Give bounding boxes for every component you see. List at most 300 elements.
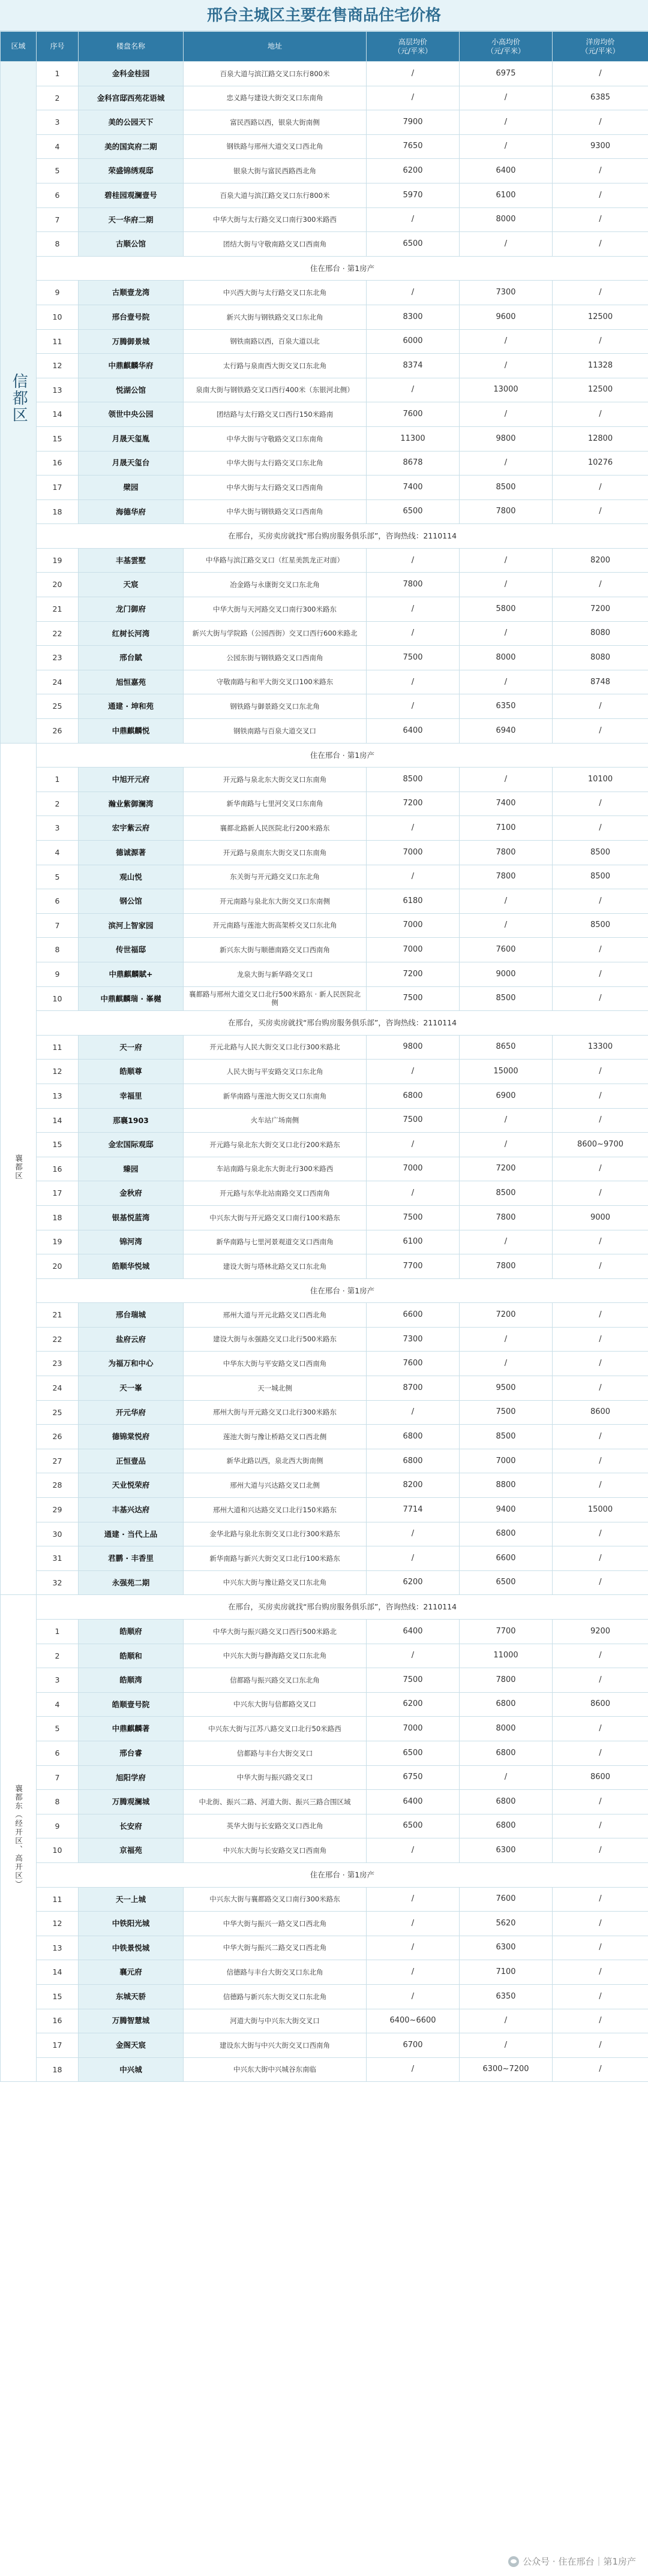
mid-rise-price-cell: 9600 bbox=[460, 305, 553, 329]
address-cell: 新兴大街与学院路（公园西街）交叉口西行600米路北 bbox=[184, 621, 367, 646]
seq-cell: 11 bbox=[37, 1887, 79, 1912]
project-name-cell: 中鼎麒麟瑞 · 峯樾 bbox=[79, 986, 184, 1011]
table-row bbox=[1, 1084, 648, 1108]
seq-cell: 4 bbox=[37, 134, 79, 159]
villa-price-cell: / bbox=[553, 2033, 648, 2058]
subheader-row bbox=[1, 256, 648, 281]
mid-rise-price-cell: / bbox=[460, 329, 553, 354]
villa-price-cell: / bbox=[553, 1376, 648, 1401]
villa-price-cell: / bbox=[553, 1327, 648, 1352]
seq-cell: 3 bbox=[37, 110, 79, 135]
villa-price-cell: / bbox=[553, 2057, 648, 2082]
villa-price-cell: / bbox=[553, 1936, 648, 1960]
project-name-cell: 银基悦蓝湾 bbox=[79, 1205, 184, 1230]
mid-rise-price-cell: 7600 bbox=[460, 1887, 553, 1912]
villa-price-cell: / bbox=[553, 329, 648, 354]
project-name-cell: 金宏国际观邸 bbox=[79, 1133, 184, 1157]
high-rise-price-cell: 6200 bbox=[367, 1692, 460, 1717]
table-body bbox=[1, 62, 648, 2082]
mid-rise-price-cell: 7300 bbox=[460, 281, 553, 305]
table-row bbox=[1, 1984, 648, 2009]
table-row bbox=[1, 573, 648, 597]
table-row bbox=[1, 1327, 648, 1352]
high-rise-price-cell: 6800 bbox=[367, 1084, 460, 1108]
project-name-cell: 月晟天玺台 bbox=[79, 451, 184, 476]
address-cell: 公园东街与钢铁路交叉口西南角 bbox=[184, 646, 367, 670]
high-rise-price-cell: / bbox=[367, 62, 460, 86]
villa-price-cell: / bbox=[553, 719, 648, 744]
address-cell: 河道大街与中兴东大街交叉口 bbox=[184, 2009, 367, 2033]
high-rise-price-cell: 7200 bbox=[367, 962, 460, 986]
table-row bbox=[1, 1157, 648, 1181]
address-cell: 百泉大道与滨江路交叉口东行800米 bbox=[184, 62, 367, 86]
seq-cell: 28 bbox=[37, 1473, 79, 1498]
seq-cell: 19 bbox=[37, 1230, 79, 1254]
address-cell: 中兴东大街与信都路交叉口 bbox=[184, 1692, 367, 1717]
villa-price-cell: 8748 bbox=[553, 670, 648, 694]
mid-rise-price-cell: 7800 bbox=[460, 865, 553, 889]
seq-cell: 7 bbox=[37, 207, 79, 232]
villa-price-cell: 10100 bbox=[553, 768, 648, 792]
project-name-cell: 正恒壹品 bbox=[79, 1449, 184, 1473]
high-rise-price-cell: / bbox=[367, 281, 460, 305]
address-cell: 新华南路与莲池大街交叉口东南角 bbox=[184, 1084, 367, 1108]
seq-cell: 8 bbox=[37, 232, 79, 257]
villa-price-cell: / bbox=[553, 1887, 648, 1912]
project-name-cell: 中鼎麒麟著 bbox=[79, 1717, 184, 1741]
address-cell: 邢州大街与开元路交叉口北行300米路东 bbox=[184, 1400, 367, 1425]
project-name-cell: 天一峯 bbox=[79, 1376, 184, 1401]
seq-cell: 9 bbox=[37, 962, 79, 986]
address-cell: 中华大街与钢铁路交叉口西南角 bbox=[184, 499, 367, 524]
subheader-row bbox=[1, 1278, 648, 1303]
villa-price-cell: 8500 bbox=[553, 913, 648, 938]
mid-rise-price-cell: 7800 bbox=[460, 1254, 553, 1279]
address-cell: 中华东大街与平安路交叉口西南角 bbox=[184, 1352, 367, 1376]
high-rise-price-cell: 6700 bbox=[367, 2033, 460, 2058]
villa-price-cell: / bbox=[553, 1546, 648, 1571]
table-row bbox=[1, 1644, 648, 1668]
villa-price-cell: / bbox=[553, 938, 648, 962]
address-cell: 中兴东大街与开元路交叉口南行100米路东 bbox=[184, 1205, 367, 1230]
seq-cell: 11 bbox=[37, 1035, 79, 1060]
high-rise-price-cell: 11300 bbox=[367, 426, 460, 451]
high-rise-price-cell: / bbox=[367, 694, 460, 719]
address-cell: 中华大街与振兴一路交叉口西北角 bbox=[184, 1912, 367, 1936]
table-row bbox=[1, 499, 648, 524]
project-name-cell: 美的公园天下 bbox=[79, 110, 184, 135]
address-cell: 建设大街与永强路交叉口北行500米路东 bbox=[184, 1327, 367, 1352]
mid-rise-price-cell: 6800 bbox=[460, 1522, 553, 1546]
high-rise-price-cell: / bbox=[367, 1060, 460, 1084]
mid-rise-price-cell: 9500 bbox=[460, 1376, 553, 1401]
mid-rise-price-cell: 7400 bbox=[460, 792, 553, 816]
seq-cell: 15 bbox=[37, 1984, 79, 2009]
seq-cell: 17 bbox=[37, 1181, 79, 1206]
address-cell: 开元南路与莲池大街高架桥交叉口东北角 bbox=[184, 913, 367, 938]
project-name-cell: 邢台睿 bbox=[79, 1741, 184, 1765]
table-row bbox=[1, 110, 648, 135]
seq-cell: 16 bbox=[37, 2009, 79, 2033]
mid-rise-price-cell: 8500 bbox=[460, 1181, 553, 1206]
project-name-cell: 臻园 bbox=[79, 1157, 184, 1181]
mid-rise-price-cell: 8800 bbox=[460, 1473, 553, 1498]
high-rise-price-cell: 7714 bbox=[367, 1498, 460, 1522]
seq-cell: 26 bbox=[37, 1425, 79, 1449]
table-row bbox=[1, 694, 648, 719]
project-name-cell: 那襄1903 bbox=[79, 1108, 184, 1133]
address-cell: 中兴东大街与豫让路交叉口东北角 bbox=[184, 1570, 367, 1595]
district-cell bbox=[1, 62, 37, 744]
table-row bbox=[1, 2009, 648, 2033]
project-name-cell: 皓顺尊 bbox=[79, 1060, 184, 1084]
villa-price-cell: / bbox=[553, 1644, 648, 1668]
address-cell: 中华大街与太行路交叉口南行300米路西 bbox=[184, 207, 367, 232]
high-rise-price-cell: 8678 bbox=[367, 451, 460, 476]
table-row bbox=[1, 646, 648, 670]
project-name-cell: 邢台壹号院 bbox=[79, 305, 184, 329]
mid-rise-price-cell: 8650 bbox=[460, 1035, 553, 1060]
address-cell: 开元路与泉北东大街交叉口东南角 bbox=[184, 768, 367, 792]
villa-price-cell: / bbox=[553, 402, 648, 427]
seq-cell: 2 bbox=[37, 792, 79, 816]
seq-cell: 21 bbox=[37, 1303, 79, 1328]
seq-cell: 27 bbox=[37, 1449, 79, 1473]
table-row bbox=[1, 1668, 648, 1693]
project-name-cell: 中铁阳光城 bbox=[79, 1912, 184, 1936]
project-name-cell: 领世中央公园 bbox=[79, 402, 184, 427]
villa-price-cell: / bbox=[553, 1108, 648, 1133]
address-cell: 泉南大街与钢铁路交叉口西行400米（东银河北侧） bbox=[184, 378, 367, 402]
high-rise-price-cell: 7000 bbox=[367, 913, 460, 938]
villa-price-cell: / bbox=[553, 1449, 648, 1473]
villa-price-cell: / bbox=[553, 1084, 648, 1108]
villa-price-cell: / bbox=[553, 694, 648, 719]
high-rise-price-cell: 7200 bbox=[367, 792, 460, 816]
address-cell: 新兴大街与钢铁路交叉口东北角 bbox=[184, 305, 367, 329]
high-rise-price-cell: 8374 bbox=[367, 354, 460, 378]
seq-cell: 22 bbox=[37, 1327, 79, 1352]
mid-rise-price-cell: 7800 bbox=[460, 841, 553, 865]
project-name-cell: 君鹏 · 丰香里 bbox=[79, 1546, 184, 1571]
table-row bbox=[1, 768, 648, 792]
address-cell: 建设东大街与中兴大街交叉口西南角 bbox=[184, 2033, 367, 2058]
villa-price-cell: / bbox=[553, 1473, 648, 1498]
high-rise-price-cell: 6800 bbox=[367, 1449, 460, 1473]
table-row bbox=[1, 1352, 648, 1376]
seq-cell: 13 bbox=[37, 378, 79, 402]
villa-price-cell: / bbox=[553, 1352, 648, 1376]
header-mid-rise-price: 小高均价 （元/平米） bbox=[460, 32, 553, 62]
high-rise-price-cell: / bbox=[367, 378, 460, 402]
high-rise-price-cell: 8300 bbox=[367, 305, 460, 329]
high-rise-price-cell: / bbox=[367, 670, 460, 694]
address-cell: 钢铁路与邢州大道交叉口西北角 bbox=[184, 134, 367, 159]
villa-price-cell: 8600 bbox=[553, 1765, 648, 1790]
address-cell: 中兴东大街与襄都路交叉口南行300米路东 bbox=[184, 1887, 367, 1912]
villa-price-cell: / bbox=[553, 986, 648, 1011]
table-row bbox=[1, 986, 648, 1011]
mid-rise-price-cell: 6800 bbox=[460, 1814, 553, 1838]
mid-rise-price-cell: 8000 bbox=[460, 207, 553, 232]
villa-price-cell: / bbox=[553, 889, 648, 914]
district-name: 襄都东（经开区、高开区） bbox=[14, 1784, 23, 1889]
mid-rise-price-cell: 7800 bbox=[460, 499, 553, 524]
high-rise-price-cell: / bbox=[367, 207, 460, 232]
project-name-cell: 旭阳学府 bbox=[79, 1765, 184, 1790]
table-row bbox=[1, 354, 648, 378]
high-rise-price-cell: 6400 bbox=[367, 719, 460, 744]
project-name-cell: 丰基雲墅 bbox=[79, 548, 184, 573]
villa-price-cell: / bbox=[553, 2009, 648, 2033]
villa-price-cell: / bbox=[553, 1230, 648, 1254]
mid-rise-price-cell: / bbox=[460, 913, 553, 938]
villa-price-cell: / bbox=[553, 1157, 648, 1181]
villa-price-cell: 8080 bbox=[553, 621, 648, 646]
high-rise-price-cell: 6800 bbox=[367, 1425, 460, 1449]
mid-rise-price-cell: 6800 bbox=[460, 1692, 553, 1717]
mid-rise-price-cell: 5620 bbox=[460, 1912, 553, 1936]
table-row bbox=[1, 1400, 648, 1425]
address-cell: 团结大街与守敬南路交叉口西南角 bbox=[184, 232, 367, 257]
mid-rise-price-cell: / bbox=[460, 402, 553, 427]
address-cell: 银泉大街与富民西路西北角 bbox=[184, 159, 367, 183]
project-name-cell: 邢台瑞城 bbox=[79, 1303, 184, 1328]
address-cell: 百泉大道与滨江路交叉口东行800米 bbox=[184, 183, 367, 207]
project-name-cell: 天一上城 bbox=[79, 1887, 184, 1912]
address-cell: 忠义路与建设大街交叉口东南角 bbox=[184, 86, 367, 110]
address-cell: 富民西路以西，银泉大街南侧 bbox=[184, 110, 367, 135]
district-cell bbox=[1, 1595, 37, 2082]
high-rise-price-cell: / bbox=[367, 1838, 460, 1863]
table-row bbox=[1, 1570, 648, 1595]
high-rise-price-cell: 7000 bbox=[367, 841, 460, 865]
villa-price-cell: 11328 bbox=[553, 354, 648, 378]
high-rise-price-cell: / bbox=[367, 1400, 460, 1425]
seq-cell: 25 bbox=[37, 1400, 79, 1425]
villa-price-cell: / bbox=[553, 1060, 648, 1084]
table-row bbox=[1, 1181, 648, 1206]
villa-price-cell: 9300 bbox=[553, 134, 648, 159]
address-cell: 邢州大道和兴达路交叉口北行150米路东 bbox=[184, 1498, 367, 1522]
table-row bbox=[1, 889, 648, 914]
promo-text: 在邢台，买房卖房就找“邢台购房服务俱乐部”，咨询热线：2110114 bbox=[37, 524, 648, 549]
mid-rise-price-cell: 7200 bbox=[460, 1303, 553, 1328]
mid-rise-price-cell: 7800 bbox=[460, 1205, 553, 1230]
high-rise-price-cell: / bbox=[367, 1181, 460, 1206]
header-name: 楼盘名称 bbox=[79, 32, 184, 62]
seq-cell: 2 bbox=[37, 1644, 79, 1668]
table-row bbox=[1, 86, 648, 110]
address-cell: 信德路与新兴东大街交叉口东北角 bbox=[184, 1984, 367, 2009]
seq-cell: 9 bbox=[37, 281, 79, 305]
villa-price-cell: / bbox=[553, 1814, 648, 1838]
seq-cell: 18 bbox=[37, 2057, 79, 2082]
seq-cell: 6 bbox=[37, 183, 79, 207]
mid-rise-price-cell: 6100 bbox=[460, 183, 553, 207]
subheader-text: 住在邢台 · 第1房产 bbox=[37, 1862, 648, 1887]
villa-price-cell: 9000 bbox=[553, 1205, 648, 1230]
villa-price-cell: / bbox=[553, 499, 648, 524]
seq-cell: 14 bbox=[37, 1108, 79, 1133]
subheader-text: 住在邢台 · 第1房产 bbox=[37, 743, 648, 768]
mid-rise-price-cell: / bbox=[460, 1133, 553, 1157]
table-row bbox=[1, 183, 648, 207]
promo-row bbox=[1, 1011, 648, 1036]
seq-cell: 13 bbox=[37, 1084, 79, 1108]
table-row bbox=[1, 1473, 648, 1498]
mid-rise-price-cell: 6300~7200 bbox=[460, 2057, 553, 2082]
address-cell: 开元路与泉南东大街交叉口东南角 bbox=[184, 841, 367, 865]
seq-cell: 30 bbox=[37, 1522, 79, 1546]
high-rise-price-cell: 7500 bbox=[367, 1668, 460, 1693]
table-row bbox=[1, 1717, 648, 1741]
high-rise-price-cell: 7000 bbox=[367, 1157, 460, 1181]
address-cell: 开元南路与泉北东大街交叉口东南侧 bbox=[184, 889, 367, 914]
high-rise-price-cell: 8200 bbox=[367, 1473, 460, 1498]
villa-price-cell: 12500 bbox=[553, 378, 648, 402]
mid-rise-price-cell: 6350 bbox=[460, 1984, 553, 2009]
seq-cell: 5 bbox=[37, 1717, 79, 1741]
project-name-cell: 中旭开元府 bbox=[79, 768, 184, 792]
table-row bbox=[1, 305, 648, 329]
table-row bbox=[1, 426, 648, 451]
high-rise-price-cell: 6400~6600 bbox=[367, 2009, 460, 2033]
high-rise-price-cell: 6400 bbox=[367, 1620, 460, 1644]
mid-rise-price-cell: 6400 bbox=[460, 159, 553, 183]
villa-price-cell: / bbox=[553, 1181, 648, 1206]
subheader-text: 住在邢台 · 第1房产 bbox=[37, 256, 648, 281]
project-name-cell: 皓顺府 bbox=[79, 1620, 184, 1644]
address-cell: 中华大街与振兴路交叉口西行500米路北 bbox=[184, 1620, 367, 1644]
high-rise-price-cell: 6180 bbox=[367, 889, 460, 914]
mid-rise-price-cell: 7100 bbox=[460, 1960, 553, 1985]
seq-cell: 13 bbox=[37, 1936, 79, 1960]
mid-rise-price-cell: / bbox=[460, 354, 553, 378]
seq-cell: 7 bbox=[37, 913, 79, 938]
seq-cell: 20 bbox=[37, 1254, 79, 1279]
mid-rise-price-cell: 7200 bbox=[460, 1157, 553, 1181]
address-cell: 太行路与泉南西大街交叉口东北角 bbox=[184, 354, 367, 378]
mid-rise-price-cell: 7500 bbox=[460, 1400, 553, 1425]
table-row bbox=[1, 1303, 648, 1328]
high-rise-price-cell: 7600 bbox=[367, 1352, 460, 1376]
table-row bbox=[1, 134, 648, 159]
project-name-cell: 红树长河湾 bbox=[79, 621, 184, 646]
seq-cell: 10 bbox=[37, 305, 79, 329]
subheader-row bbox=[1, 1862, 648, 1887]
high-rise-price-cell: / bbox=[367, 1644, 460, 1668]
address-cell: 中华大街与天河路交叉口南行300米路东 bbox=[184, 597, 367, 622]
villa-price-cell: / bbox=[553, 1254, 648, 1279]
seq-cell: 16 bbox=[37, 451, 79, 476]
project-name-cell: 古顺壹龙湾 bbox=[79, 281, 184, 305]
seq-cell: 7 bbox=[37, 1765, 79, 1790]
address-cell: 中华大街与振兴二路交叉口西北角 bbox=[184, 1936, 367, 1960]
table-row bbox=[1, 938, 648, 962]
seq-cell: 1 bbox=[37, 62, 79, 86]
high-rise-price-cell: / bbox=[367, 1912, 460, 1936]
table-row bbox=[1, 1108, 648, 1133]
table-row bbox=[1, 670, 648, 694]
project-name-cell: 邢台賦 bbox=[79, 646, 184, 670]
villa-price-cell: / bbox=[553, 1668, 648, 1693]
mid-rise-price-cell: 9400 bbox=[460, 1498, 553, 1522]
table-row bbox=[1, 1522, 648, 1546]
project-name-cell: 荣盛锦绣观邸 bbox=[79, 159, 184, 183]
table-row bbox=[1, 1960, 648, 1985]
high-rise-price-cell: 6500 bbox=[367, 1814, 460, 1838]
project-name-cell: 为福万和中心 bbox=[79, 1352, 184, 1376]
high-rise-price-cell: 7500 bbox=[367, 646, 460, 670]
project-name-cell: 永强苑二期 bbox=[79, 1570, 184, 1595]
high-rise-price-cell: 6500 bbox=[367, 1741, 460, 1765]
seq-cell: 19 bbox=[37, 548, 79, 573]
price-table bbox=[0, 31, 648, 2082]
mid-rise-price-cell: 6800 bbox=[460, 1790, 553, 1814]
high-rise-price-cell: / bbox=[367, 86, 460, 110]
high-rise-price-cell: / bbox=[367, 1960, 460, 1985]
villa-price-cell: 8080 bbox=[553, 646, 648, 670]
mid-rise-price-cell: / bbox=[460, 451, 553, 476]
seq-cell: 26 bbox=[37, 719, 79, 744]
header-seq: 序号 bbox=[37, 32, 79, 62]
villa-price-cell: / bbox=[553, 1717, 648, 1741]
table-row bbox=[1, 1498, 648, 1522]
table-row bbox=[1, 1912, 648, 1936]
table-row bbox=[1, 232, 648, 257]
high-rise-price-cell: / bbox=[367, 1887, 460, 1912]
address-cell: 新兴东大街与顺德南路交叉口西南角 bbox=[184, 938, 367, 962]
project-name-cell: 金阁天宸 bbox=[79, 2033, 184, 2058]
table-row bbox=[1, 1449, 648, 1473]
mid-rise-price-cell: / bbox=[460, 1108, 553, 1133]
high-rise-price-cell: 7500 bbox=[367, 986, 460, 1011]
project-name-cell: 长安府 bbox=[79, 1814, 184, 1838]
footer-text: 公众号 · 住在邢台｜第1房产 bbox=[523, 2556, 636, 2567]
seq-cell: 9 bbox=[37, 1814, 79, 1838]
address-cell: 信都路与振兴路交叉口东北角 bbox=[184, 1668, 367, 1693]
mid-rise-price-cell: / bbox=[460, 548, 553, 573]
mid-rise-price-cell: 7700 bbox=[460, 1620, 553, 1644]
villa-price-cell: / bbox=[553, 1960, 648, 1985]
mid-rise-price-cell: / bbox=[460, 1230, 553, 1254]
seq-cell: 6 bbox=[37, 889, 79, 914]
project-name-cell: 月晟天玺胤 bbox=[79, 426, 184, 451]
table-row bbox=[1, 1620, 648, 1644]
seq-cell: 3 bbox=[37, 1668, 79, 1693]
high-rise-price-cell: 7000 bbox=[367, 938, 460, 962]
high-rise-price-cell: 7500 bbox=[367, 1108, 460, 1133]
project-name-cell: 襄元府 bbox=[79, 1960, 184, 1985]
high-rise-price-cell: 6600 bbox=[367, 1303, 460, 1328]
address-cell: 新华南路与七里河交叉口东南角 bbox=[184, 792, 367, 816]
mid-rise-price-cell: / bbox=[460, 2033, 553, 2058]
seq-cell: 17 bbox=[37, 476, 79, 500]
subheader-row bbox=[1, 743, 648, 768]
seq-cell: 23 bbox=[37, 646, 79, 670]
mid-rise-price-cell: / bbox=[460, 1765, 553, 1790]
district-name: 信都区 bbox=[10, 373, 28, 424]
table-row bbox=[1, 207, 648, 232]
project-name-cell: 皓顺壹号院 bbox=[79, 1692, 184, 1717]
address-cell: 中华大街与太行路交叉口东北角 bbox=[184, 451, 367, 476]
project-name-cell: 通建 · 坤和苑 bbox=[79, 694, 184, 719]
address-cell: 车站南路与泉北东大街北行300米路西 bbox=[184, 1157, 367, 1181]
address-cell: 新华南路与七里河景观道交叉口西南角 bbox=[184, 1230, 367, 1254]
table-row bbox=[1, 548, 648, 573]
address-cell: 开元路与泉北东大街交叉口北行200米路东 bbox=[184, 1133, 367, 1157]
